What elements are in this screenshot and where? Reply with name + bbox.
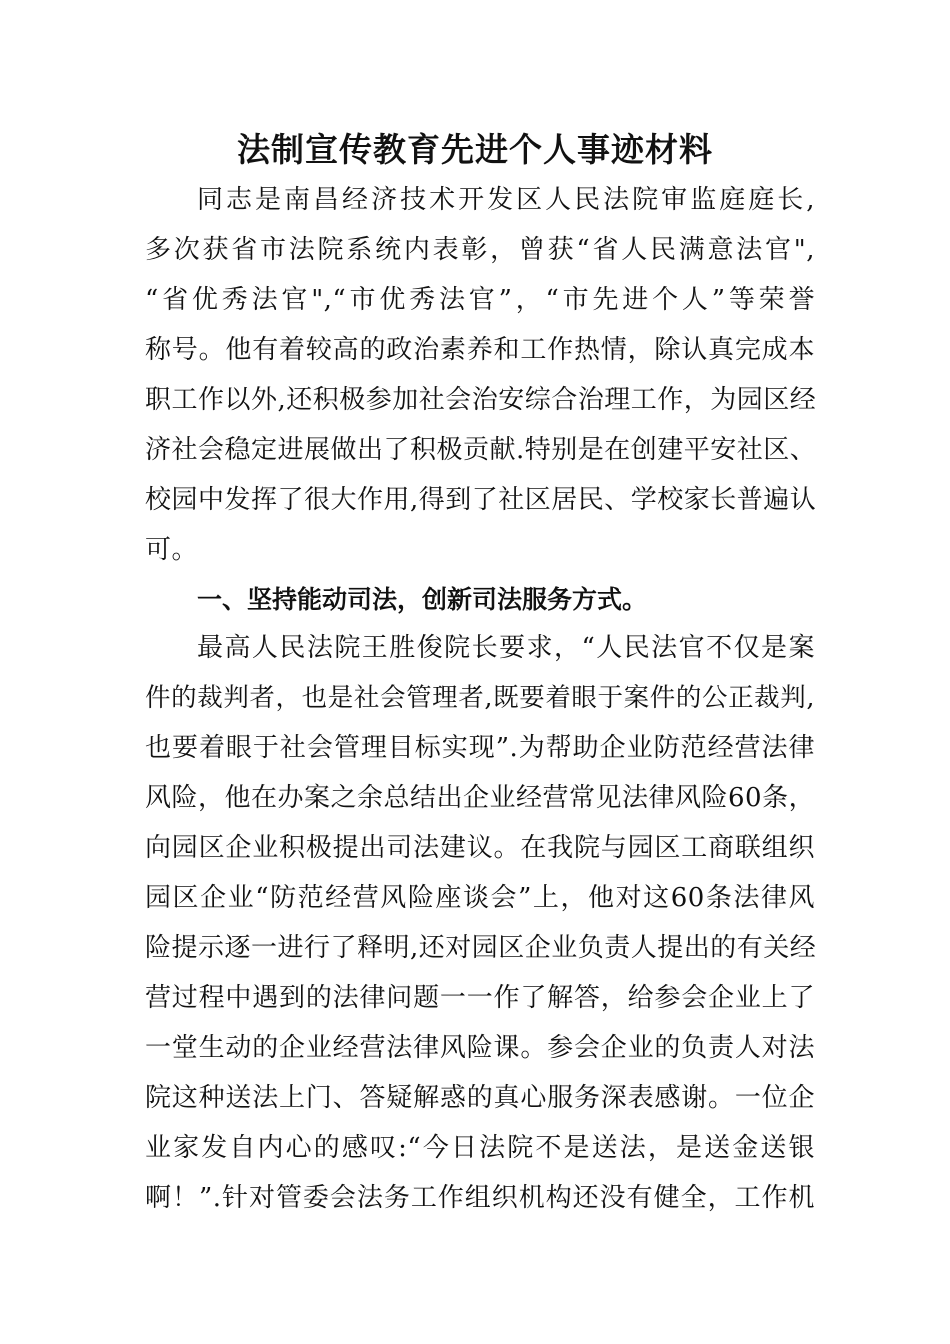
paragraph-line: 一堂生动的企业经营法律风险课。参会企业的负责人对法 [145, 1033, 815, 1063]
paragraph-line: 职工作以外,还积极参加社会治安综合治理工作，为园区经 [145, 385, 817, 415]
section-heading: 一、坚持能动司法，创新司法服务方式。 [197, 585, 648, 614]
paragraph-line: 多次获省市法院系统内表彰，曾获“省人民满意法官", [145, 235, 815, 265]
paragraph-line: 件的裁判者，也是社会管理者,既要着眼于案件的公正裁判, [145, 683, 815, 713]
document-title: 法制宣传教育先进个人事迹材料 [237, 130, 713, 169]
paragraph-line: 风险，他在办案之余总结出企业经营常见法律风险60条， [145, 783, 816, 813]
paragraph-line: 业家发自内心的感叹:“今日法院不是送法，是送金送银 [145, 1133, 815, 1163]
paragraph-line: 校园中发挥了很大作用,得到了社区居民、学校家长普遍认 [145, 485, 817, 515]
paragraph-line: 园区企业“防范经营风险座谈会”上，他对这60条法律风 [145, 883, 815, 913]
paragraph-line: 也要着眼于社会管理目标实现”.为帮助企业防范经营法律 [145, 733, 815, 763]
paragraph-line: 称号。他有着较高的政治素养和工作热情，除认真完成本 [145, 335, 815, 365]
paragraph-line: 最高人民法院王胜俊院长要求，“人民法官不仅是案 [197, 633, 815, 663]
paragraph-line: “省优秀法官",“市优秀法官”，“市先进个人”等荣誉 [145, 285, 815, 315]
paragraph-line: 可。 [145, 535, 199, 565]
paragraph-line: 险提示逐一进行了释明,还对园区企业负责人提出的有关经 [145, 933, 817, 963]
paragraph-line: 啊！”.针对管委会法务工作组织机构还没有健全，工作机 [145, 1183, 815, 1213]
paragraph-line: 济社会稳定进展做出了积极贡献.特别是在创建平安社区、 [145, 435, 817, 465]
paragraph-line: 同志是南昌经济技术开发区人民法院审监庭庭长, [197, 185, 815, 215]
paragraph-line: 向园区企业积极提出司法建议。在我院与园区工商联组织 [145, 833, 815, 863]
paragraph-line: 营过程中遇到的法律问题一一作了解答，给参会企业上了 [145, 983, 815, 1013]
paragraph-line: 院这种送法上门、答疑解惑的真心服务深表感谢。一位企 [145, 1083, 815, 1113]
